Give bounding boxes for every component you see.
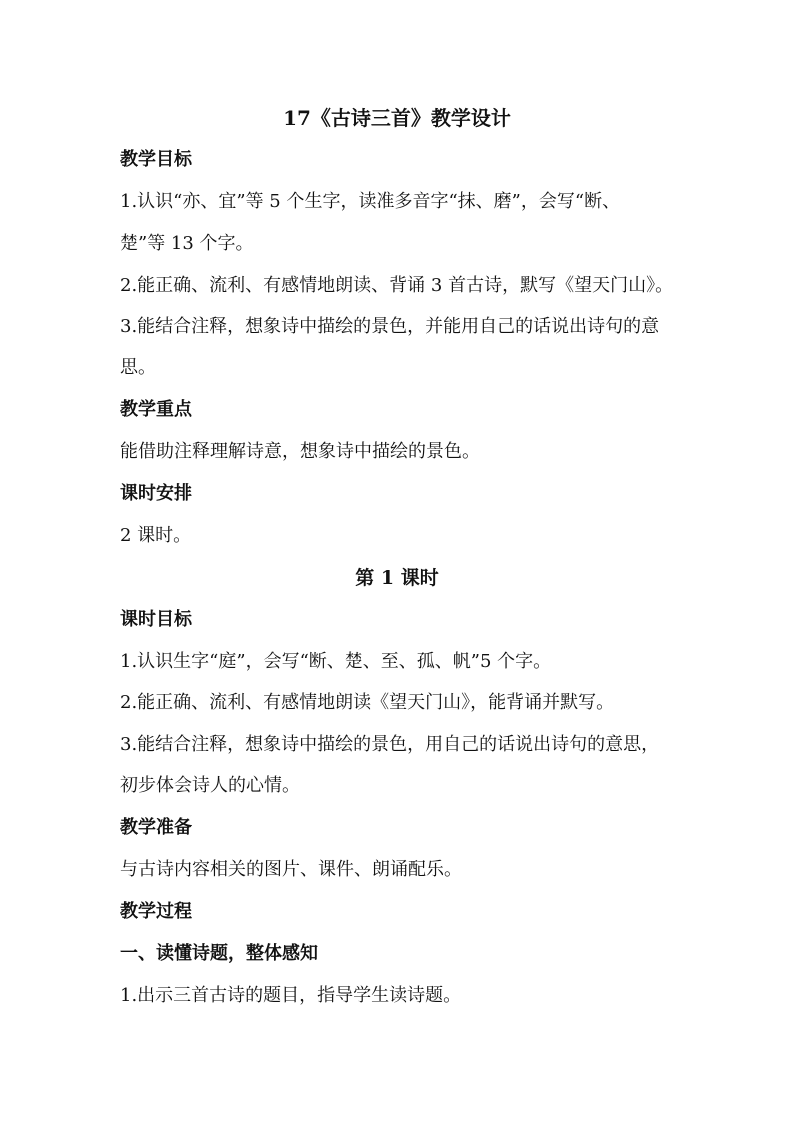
schedule-heading: 课时安排 (120, 483, 192, 504)
part-1-step-1: 1.出示三首古诗的题目，指导学生读诗题。 (120, 985, 462, 1006)
preparation-heading: 教学准备 (120, 817, 192, 838)
goal-1-line-1: 1.认识“亦、宜”等 5 个生字，读准多音字“抹、磨”，会写“断、 (120, 191, 621, 212)
process-heading: 教学过程 (120, 901, 192, 922)
lesson-goal-3-line-1: 3.能结合注释，想象诗中描绘的景色，用自己的话说出诗句的意思， (120, 734, 660, 755)
goal-3-line-1: 3.能结合注释，想象诗中描绘的景色，并能用自己的话说出诗句的意 (120, 316, 660, 337)
lesson-goals-heading: 课时目标 (120, 609, 192, 630)
goal-1-line-2: 楚”等 13 个字。 (120, 233, 254, 254)
schedule-text: 2 课时。 (120, 525, 192, 546)
lesson-goal-3-line-2: 初步体会诗人的心情。 (120, 775, 300, 796)
goal-2: 2.能正确、流利、有感情地朗读、背诵 3 首古诗，默写《望天门山》。 (120, 275, 674, 296)
key-points-heading: 教学重点 (120, 399, 192, 420)
lesson-goal-1: 1.认识生字“庭”，会写“断、楚、至、孤、帆”5 个字。 (120, 651, 552, 672)
part-1-heading: 一、读懂诗题，整体感知 (120, 943, 318, 964)
goal-3-line-2: 思。 (120, 357, 156, 378)
teaching-goals-heading: 教学目标 (120, 149, 192, 170)
lesson-title: 第 1 课时 (355, 567, 439, 589)
key-points-text: 能借助注释理解诗意，想象诗中描绘的景色。 (120, 441, 480, 462)
lesson-goal-2: 2.能正确、流利、有感情地朗读《望天门山》，能背诵并默写。 (120, 692, 615, 713)
document-title: 17《古诗三首》教学设计 (283, 106, 511, 130)
preparation-text: 与古诗内容相关的图片、课件、朗诵配乐。 (120, 859, 462, 880)
